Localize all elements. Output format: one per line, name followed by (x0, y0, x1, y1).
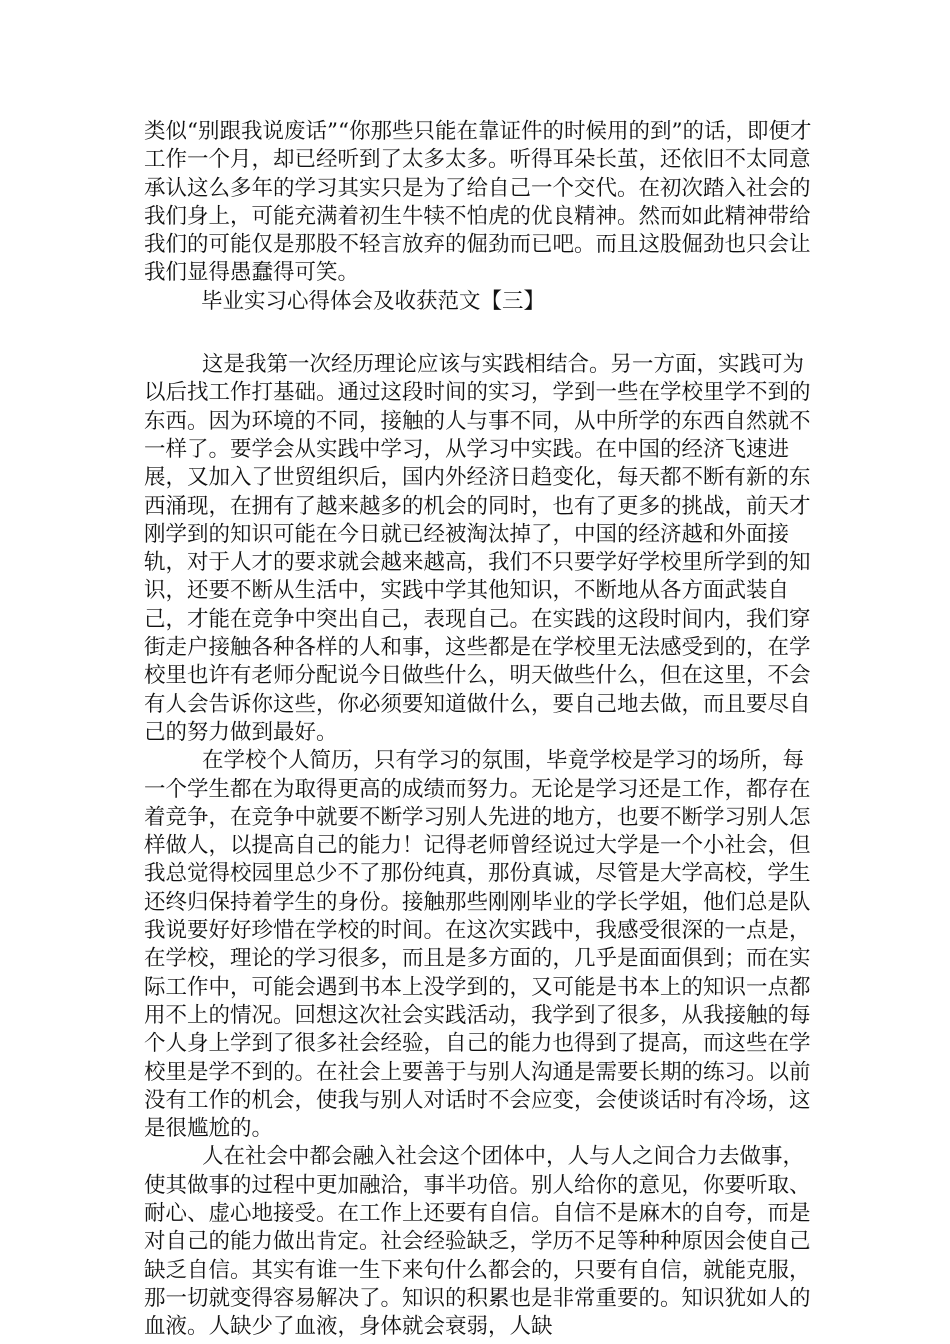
body-paragraph-2: 在学校个人简历，只有学习的氛围，毕竟学校是学习的场所，每一个学生都在为取得更高的成绩而努力。无论是学习还是工作，都存在着竞争，在竞争中就要不断学习别人先进的地方，也要不断学习别人怎样做人，以提高自己的能力！记得老师曾经说过大学是一个小社会，但我总觉得校园里总少不了那份纯真，那份真诚，尽管是大学高校，学生还终归保持着学生的身份。接触那些刚刚毕业的学长学姐，他们总是队我说要好好珍惜在学校的时间。在这次实践中，我感受很深的一点是，在学校，理论的学习很多，而且是多方面的，几乎是面面俱到；而在实际工作中，可能会遇到书本上没学到的，又可能是书本上的知识一点都用不上的情况。回想这次社会实践活动，我学到了很多，从我接触的每个人身上学到了很多社会经验，自己的能力也得到了提高，而这些在学校里是学不到的。在社会上要善于与别人沟通是需要长期的练习。以前没有工作的机会，使我与别人对话时不会应变，会使谈话时有冷场，这是很尴尬的。 (144, 748, 811, 1142)
section-heading: 毕业实习心得体会及收获范文【三】 (201, 288, 546, 314)
intro-paragraph: 类似“别跟我说废话”“你那些只能在靠证件的时候用的到”的话，即便才工作一个月，却已经听到了太多太多。听得耳朵长茧，还依旧不太同意承认这么多年的学习其实只是为了给自己一个交代。在初次踏入社会的我们身上，可能充满着初生牛犊不怕虎的优良精神。然而如此精神带给我们的可能仅是那股不轻言放弃的倔劲而已吧。而且这股倔劲也只会让我们显得愚蠢得可笑。 (144, 119, 812, 286)
body-paragraph-3: 人在社会中都会融入社会这个团体中，人与人之间合力去做事，使其做事的过程中更加融洽，事半功倍。别人给你的意见，你要听取、耐心、虚心地接受。在工作上还要有自信。自信不是麻木的自夸，而是对自己的能力做出肯定。社会经验缺乏，学历不足等种种原因会使自己缺乏自信。其实有谁一生下来句什么都会的，只要有自信，就能克服，那一切就变得容易解决了。知识的积累也是非常重要的。知识犹如人的血液。人缺少了血液，身体就会衰弱，人缺 (144, 1144, 811, 1340)
spacer (144, 316, 816, 351)
body-paragraph-1: 这是我第一次经历理论应该与实践相结合。另一方面，实践可为以后找工作打基础。通过这段时间的实习，学到一些在学校里学不到的东西。因为环境的不同，接触的人与事不同，从中所学的东西自然就不一样了。要学会从实践中学习，从学习中实践。在中国的经济飞速进展，又加入了世贸组织后，国内外经济日趋变化，每天都不断有新的东西涌现，在拥有了越来越多的机会的同时，也有了更多的挑战，前天才刚学到的知识可能在今日就已经被淘汰掉了，中国的经济越和外面接轨，对于人才的要求就会越来越高，我们不只要学好学校里所学到的知识，还要不断从生活中，实践中学其他知识，不断地从各方面武装自己，才能在竞争中突出自己，表现自己。在实践的这段时间内，我们穿街走户接触各种各样的人和事，这些都是在学校里无法感受到的，在学校里也许有老师分配说今日做些什么，明天做些什么，但在这里，不会有人会告诉你这些，你必须要知道做什么，要自己地去做，而且要尽自己的努力做到最好。 (144, 352, 811, 745)
document-page (144, 118, 816, 1341)
